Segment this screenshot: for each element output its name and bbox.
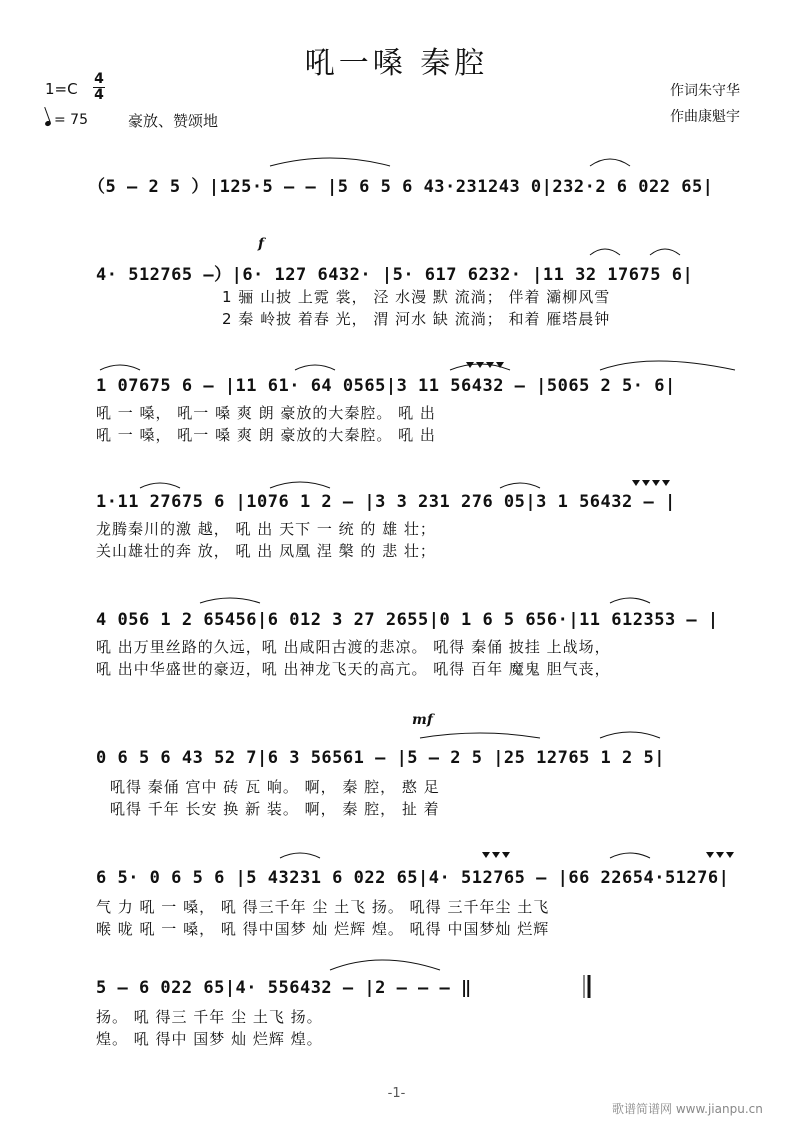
system-5-verse-1: 吼 出万里丝路的久远，吼 出咸阳古渡的悲凉。 吼得 秦俑 披挂 上战场， — [96, 638, 611, 656]
system-8-notes: 5 – 6 022 65|4· 556432 – |2 – – – ‖ — [96, 978, 472, 998]
tempo-value: = 75 — [54, 112, 88, 128]
system-7-verse-2: 喉 咙 吼 一 嗓， 吼 得中国梦 灿 烂辉 煌。 吼得 中国梦灿 烂辉 — [96, 920, 550, 938]
system-7-notes: 6 5· 0 6 5 6 |5 43231 6 022 65|4· 512765 – |66 22654·51276| — [96, 868, 730, 888]
system-3-verse-2: 吼 一 嗓， 吼一 嗓 爽 朗 豪放的大秦腔。 吼 出 — [96, 426, 436, 444]
page-title: 吼一嗓 秦腔 — [304, 46, 489, 81]
system-6-notes: 0 6 5 6 43 52 7|6 3 56561 – |5 – 2 5 |25 12765 1 2 5| — [96, 748, 665, 768]
system-4-verse-2: 关山雄壮的奔 放， 吼 出 凤凰 涅 槃 的 悲 壮； — [96, 542, 436, 560]
watermark: 歌谱简谱网 www.jianpu.cn — [612, 1102, 763, 1116]
system-4-notes: 1·11 27675 6 |1076 1 2 – |3 3 231 276 05|3 1 56432 – | — [96, 492, 676, 512]
lyricist-credit: 作词朱守华 — [670, 83, 740, 99]
composer-credit: 作曲康魁宇 — [670, 109, 740, 125]
system-8-verse-2: 煌。 吼 得中 国梦 灿 烂辉 煌。 — [96, 1030, 323, 1048]
dynamic-mezzo-forte: mf — [412, 712, 433, 728]
quarter-note-icon — [44, 120, 51, 127]
system-7-verse-1: 气 力 吼 一 嗓， 吼 得三千年 尘 土飞 扬。 吼得 三千年尘 土飞 — [96, 898, 550, 916]
system-5-notes: 4 056 1 2 65456|6 012 3 27 2655|0 1 6 5 656·|11 612353 – | — [96, 610, 719, 630]
system-8-verse-1: 扬。 吼 得三 千年 尘 土飞 扬。 — [96, 1008, 323, 1026]
expression-marking: 豪放、赞颂地 — [128, 112, 219, 130]
system-2-verse-2: 2 秦 岭披 着春 光， 渭 河水 缺 流淌； 和着 雁塔晨钟 — [222, 310, 611, 328]
system-2-notes: 4· 512765 –）|6· 127 6432· |5· 617 6232· |11 32 17675 6| — [96, 265, 694, 285]
system-3-notes: 1 07675 6 – |11 61· 64 0565|3 11 56432 – |5065 2 5· 6| — [96, 376, 676, 396]
system-1-notes: （5 – 2 5 ）|125·5 – – |5 6 5 6 43·231243 0|232·2 6 022 65| — [88, 177, 714, 197]
time-signature-top: 4 — [94, 71, 104, 87]
system-5-verse-2: 吼 出中华盛世的豪迈，吼 出神龙飞天的高亢。 吼得 百年 魔鬼 胆气丧， — [96, 660, 611, 678]
tempo-marking — [45, 112, 88, 128]
system-3-verse-1: 吼 一 嗓， 吼一 嗓 爽 朗 豪放的大秦腔。 吼 出 — [96, 404, 436, 422]
time-signature-bottom: 4 — [94, 87, 104, 103]
system-6-verse-1: 吼得 秦俑 宫中 砖 瓦 响。 啊， 秦 腔， 憨 足 — [110, 778, 440, 796]
system-4-verse-1: 龙腾秦川的激 越， 吼 出 天下 一 统 的 雄 壮； — [96, 520, 436, 538]
time-signature — [93, 72, 105, 103]
key-signature: 1=C — [45, 80, 78, 98]
system-2-verse-1: 1 骊 山披 上霓 裳， 泾 水漫 默 流淌； 伴着 灞柳风雪 — [222, 288, 611, 306]
system-6-verse-2: 吼得 千年 长安 换 新 装。 啊， 秦 腔， 扯 着 — [110, 800, 440, 818]
dynamic-forte: f — [258, 236, 265, 252]
page-number: -1- — [387, 1086, 406, 1101]
